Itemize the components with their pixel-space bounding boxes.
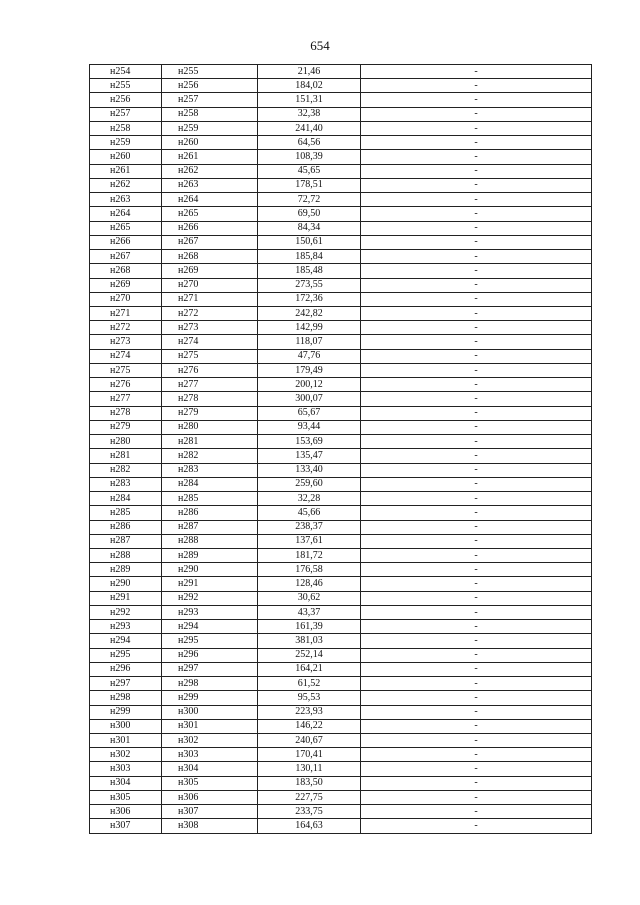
table-row: [90, 648, 592, 662]
table-row: [90, 335, 592, 349]
table-row: [90, 548, 592, 562]
from-point-cell: н259: [90, 136, 162, 150]
from-point-cell: н271: [90, 306, 162, 320]
to-point-cell: н292: [162, 591, 258, 605]
note-cell: -: [361, 79, 592, 93]
table-row: [90, 634, 592, 648]
distance-cell: 185,84: [258, 250, 361, 264]
distance-cell: 61,52: [258, 677, 361, 691]
table-row: [90, 321, 592, 335]
from-point-cell: н303: [90, 762, 162, 776]
from-point-cell: н284: [90, 492, 162, 506]
table-row: [90, 420, 592, 434]
distance-cell: 153,69: [258, 435, 361, 449]
table-row: [90, 250, 592, 264]
note-cell: -: [361, 762, 592, 776]
to-point-cell: н262: [162, 164, 258, 178]
note-cell: -: [361, 178, 592, 192]
note-cell: -: [361, 563, 592, 577]
to-point-cell: н298: [162, 677, 258, 691]
to-point-cell: н261: [162, 150, 258, 164]
from-point-cell: н286: [90, 520, 162, 534]
from-point-cell: н297: [90, 677, 162, 691]
note-cell: -: [361, 577, 592, 591]
table-row: [90, 79, 592, 93]
from-point-cell: н278: [90, 406, 162, 420]
note-cell: -: [361, 719, 592, 733]
from-point-cell: н273: [90, 335, 162, 349]
boundary-points-table: [89, 64, 592, 834]
to-point-cell: н299: [162, 691, 258, 705]
distance-cell: 252,14: [258, 648, 361, 662]
note-cell: -: [361, 121, 592, 135]
from-point-cell: н305: [90, 790, 162, 804]
distance-cell: 151,31: [258, 93, 361, 107]
distance-cell: 32,38: [258, 107, 361, 121]
table-row: [90, 264, 592, 278]
note-cell: -: [361, 620, 592, 634]
distance-cell: 146,22: [258, 719, 361, 733]
table-row: [90, 776, 592, 790]
note-cell: -: [361, 506, 592, 520]
to-point-cell: н281: [162, 435, 258, 449]
table-row: [90, 492, 592, 506]
to-point-cell: н274: [162, 335, 258, 349]
distance-cell: 164,21: [258, 662, 361, 676]
to-point-cell: н267: [162, 235, 258, 249]
to-point-cell: н257: [162, 93, 258, 107]
distance-cell: 170,41: [258, 748, 361, 762]
to-point-cell: н260: [162, 136, 258, 150]
from-point-cell: н307: [90, 819, 162, 833]
from-point-cell: н288: [90, 548, 162, 562]
from-point-cell: н267: [90, 250, 162, 264]
to-point-cell: н270: [162, 278, 258, 292]
distance-cell: 32,28: [258, 492, 361, 506]
note-cell: -: [361, 363, 592, 377]
distance-cell: 69,50: [258, 207, 361, 221]
distance-cell: 93,44: [258, 420, 361, 434]
to-point-cell: н283: [162, 463, 258, 477]
note-cell: -: [361, 677, 592, 691]
to-point-cell: н306: [162, 790, 258, 804]
distance-cell: 241,40: [258, 121, 361, 135]
note-cell: -: [361, 819, 592, 833]
table-row: [90, 363, 592, 377]
note-cell: -: [361, 776, 592, 790]
from-point-cell: н289: [90, 563, 162, 577]
note-cell: -: [361, 748, 592, 762]
to-point-cell: н271: [162, 292, 258, 306]
note-cell: -: [361, 93, 592, 107]
to-point-cell: н276: [162, 363, 258, 377]
from-point-cell: н290: [90, 577, 162, 591]
from-point-cell: н258: [90, 121, 162, 135]
distance-cell: 118,07: [258, 335, 361, 349]
table-row: [90, 150, 592, 164]
table-row: [90, 534, 592, 548]
to-point-cell: н290: [162, 563, 258, 577]
to-point-cell: н301: [162, 719, 258, 733]
to-point-cell: н266: [162, 221, 258, 235]
from-point-cell: н263: [90, 193, 162, 207]
from-point-cell: н262: [90, 178, 162, 192]
to-point-cell: н291: [162, 577, 258, 591]
table-row: [90, 620, 592, 634]
note-cell: -: [361, 492, 592, 506]
table-row: [90, 677, 592, 691]
to-point-cell: н255: [162, 65, 258, 79]
to-point-cell: н302: [162, 734, 258, 748]
distance-cell: 47,76: [258, 349, 361, 363]
from-point-cell: н306: [90, 805, 162, 819]
from-point-cell: н302: [90, 748, 162, 762]
note-cell: -: [361, 292, 592, 306]
note-cell: -: [361, 107, 592, 121]
table-row: [90, 178, 592, 192]
table-row: [90, 121, 592, 135]
note-cell: -: [361, 392, 592, 406]
table-row: [90, 591, 592, 605]
from-point-cell: н281: [90, 449, 162, 463]
to-point-cell: н308: [162, 819, 258, 833]
distance-cell: 240,67: [258, 734, 361, 748]
to-point-cell: н275: [162, 349, 258, 363]
from-point-cell: н293: [90, 620, 162, 634]
distance-cell: 21,46: [258, 65, 361, 79]
note-cell: -: [361, 420, 592, 434]
to-point-cell: н265: [162, 207, 258, 221]
distance-cell: 45,65: [258, 164, 361, 178]
distance-cell: 64,56: [258, 136, 361, 150]
distance-cell: 72,72: [258, 193, 361, 207]
note-cell: -: [361, 435, 592, 449]
note-cell: -: [361, 150, 592, 164]
from-point-cell: н275: [90, 363, 162, 377]
table-row: [90, 719, 592, 733]
from-point-cell: н291: [90, 591, 162, 605]
from-point-cell: н277: [90, 392, 162, 406]
from-point-cell: н257: [90, 107, 162, 121]
table-row: [90, 221, 592, 235]
note-cell: -: [361, 634, 592, 648]
to-point-cell: н304: [162, 762, 258, 776]
table-row: [90, 734, 592, 748]
to-point-cell: н284: [162, 477, 258, 491]
note-cell: -: [361, 378, 592, 392]
note-cell: -: [361, 548, 592, 562]
distance-cell: 130,11: [258, 762, 361, 776]
table-row: [90, 93, 592, 107]
note-cell: -: [361, 648, 592, 662]
note-cell: -: [361, 406, 592, 420]
from-point-cell: н270: [90, 292, 162, 306]
table-row: [90, 563, 592, 577]
distance-cell: 45,66: [258, 506, 361, 520]
to-point-cell: н285: [162, 492, 258, 506]
from-point-cell: н256: [90, 93, 162, 107]
note-cell: -: [361, 805, 592, 819]
note-cell: -: [361, 264, 592, 278]
note-cell: -: [361, 321, 592, 335]
table-row: [90, 520, 592, 534]
distance-cell: 150,61: [258, 235, 361, 249]
distance-cell: 233,75: [258, 805, 361, 819]
distance-cell: 381,03: [258, 634, 361, 648]
note-cell: -: [361, 136, 592, 150]
distance-cell: 200,12: [258, 378, 361, 392]
distance-cell: 43,37: [258, 605, 361, 619]
from-point-cell: н282: [90, 463, 162, 477]
note-cell: -: [361, 193, 592, 207]
table-row: [90, 605, 592, 619]
from-point-cell: н304: [90, 776, 162, 790]
note-cell: -: [361, 790, 592, 804]
to-point-cell: н268: [162, 250, 258, 264]
table-row: [90, 449, 592, 463]
distance-cell: 135,47: [258, 449, 361, 463]
from-point-cell: н287: [90, 534, 162, 548]
distance-cell: 137,61: [258, 534, 361, 548]
table-row: [90, 107, 592, 121]
to-point-cell: н293: [162, 605, 258, 619]
to-point-cell: н288: [162, 534, 258, 548]
to-point-cell: н277: [162, 378, 258, 392]
table-body: [90, 65, 592, 834]
to-point-cell: н269: [162, 264, 258, 278]
from-point-cell: н254: [90, 65, 162, 79]
to-point-cell: н286: [162, 506, 258, 520]
distance-cell: 181,72: [258, 548, 361, 562]
from-point-cell: н280: [90, 435, 162, 449]
to-point-cell: н256: [162, 79, 258, 93]
table-row: [90, 406, 592, 420]
to-point-cell: н280: [162, 420, 258, 434]
to-point-cell: н287: [162, 520, 258, 534]
to-point-cell: н258: [162, 107, 258, 121]
from-point-cell: н296: [90, 662, 162, 676]
table-row: [90, 235, 592, 249]
note-cell: -: [361, 207, 592, 221]
note-cell: -: [361, 534, 592, 548]
table-row: [90, 378, 592, 392]
table-row: [90, 477, 592, 491]
table-row: [90, 748, 592, 762]
distance-cell: 142,99: [258, 321, 361, 335]
from-point-cell: н261: [90, 164, 162, 178]
distance-cell: 65,67: [258, 406, 361, 420]
distance-cell: 178,51: [258, 178, 361, 192]
distance-cell: 273,55: [258, 278, 361, 292]
note-cell: -: [361, 335, 592, 349]
distance-cell: 95,53: [258, 691, 361, 705]
to-point-cell: н303: [162, 748, 258, 762]
from-point-cell: н274: [90, 349, 162, 363]
table-row: [90, 506, 592, 520]
distance-cell: 84,34: [258, 221, 361, 235]
to-point-cell: н272: [162, 306, 258, 320]
to-point-cell: н294: [162, 620, 258, 634]
from-point-cell: н299: [90, 705, 162, 719]
to-point-cell: н289: [162, 548, 258, 562]
from-point-cell: н295: [90, 648, 162, 662]
to-point-cell: н295: [162, 634, 258, 648]
distance-cell: 185,48: [258, 264, 361, 278]
table-row: [90, 207, 592, 221]
table-row: [90, 292, 592, 306]
note-cell: -: [361, 164, 592, 178]
to-point-cell: н296: [162, 648, 258, 662]
to-point-cell: н282: [162, 449, 258, 463]
from-point-cell: н260: [90, 150, 162, 164]
distance-cell: 164,63: [258, 819, 361, 833]
distance-cell: 172,36: [258, 292, 361, 306]
table-row: [90, 193, 592, 207]
note-cell: -: [361, 705, 592, 719]
from-point-cell: н300: [90, 719, 162, 733]
table-row: [90, 435, 592, 449]
distance-cell: 184,02: [258, 79, 361, 93]
to-point-cell: н264: [162, 193, 258, 207]
to-point-cell: н273: [162, 321, 258, 335]
from-point-cell: н276: [90, 378, 162, 392]
distance-cell: 223,93: [258, 705, 361, 719]
note-cell: -: [361, 235, 592, 249]
to-point-cell: н305: [162, 776, 258, 790]
distance-cell: 176,58: [258, 563, 361, 577]
from-point-cell: н266: [90, 235, 162, 249]
from-point-cell: н285: [90, 506, 162, 520]
to-point-cell: н263: [162, 178, 258, 192]
note-cell: -: [361, 605, 592, 619]
table-row: [90, 691, 592, 705]
note-cell: -: [361, 449, 592, 463]
distance-cell: 242,82: [258, 306, 361, 320]
table-row: [90, 463, 592, 477]
table-row: [90, 278, 592, 292]
page-number: 654: [310, 38, 330, 53]
note-cell: -: [361, 278, 592, 292]
table-row: [90, 762, 592, 776]
note-cell: -: [361, 477, 592, 491]
note-cell: -: [361, 306, 592, 320]
distance-cell: 300,07: [258, 392, 361, 406]
note-cell: -: [361, 591, 592, 605]
note-cell: -: [361, 250, 592, 264]
to-point-cell: н307: [162, 805, 258, 819]
table-row: [90, 349, 592, 363]
table-row: [90, 65, 592, 79]
table-row: [90, 306, 592, 320]
note-cell: -: [361, 520, 592, 534]
table-row: [90, 662, 592, 676]
table-row: [90, 577, 592, 591]
from-point-cell: н292: [90, 605, 162, 619]
from-point-cell: н269: [90, 278, 162, 292]
table-row: [90, 819, 592, 833]
from-point-cell: н265: [90, 221, 162, 235]
to-point-cell: н279: [162, 406, 258, 420]
note-cell: -: [361, 662, 592, 676]
from-point-cell: н264: [90, 207, 162, 221]
from-point-cell: н268: [90, 264, 162, 278]
note-cell: -: [361, 221, 592, 235]
table-row: [90, 705, 592, 719]
from-point-cell: н298: [90, 691, 162, 705]
to-point-cell: н259: [162, 121, 258, 135]
table-row: [90, 805, 592, 819]
boundary-points-table-container: [89, 64, 591, 834]
from-point-cell: н294: [90, 634, 162, 648]
distance-cell: 108,39: [258, 150, 361, 164]
note-cell: -: [361, 65, 592, 79]
table-row: [90, 164, 592, 178]
from-point-cell: н279: [90, 420, 162, 434]
table-row: [90, 136, 592, 150]
distance-cell: 227,75: [258, 790, 361, 804]
to-point-cell: н297: [162, 662, 258, 676]
note-cell: -: [361, 463, 592, 477]
distance-cell: 183,50: [258, 776, 361, 790]
distance-cell: 128,46: [258, 577, 361, 591]
distance-cell: 133,40: [258, 463, 361, 477]
distance-cell: 259,60: [258, 477, 361, 491]
table-row: [90, 790, 592, 804]
from-point-cell: н283: [90, 477, 162, 491]
table-row: [90, 392, 592, 406]
from-point-cell: н272: [90, 321, 162, 335]
distance-cell: 179,49: [258, 363, 361, 377]
note-cell: -: [361, 691, 592, 705]
distance-cell: 30,62: [258, 591, 361, 605]
to-point-cell: н300: [162, 705, 258, 719]
from-point-cell: н255: [90, 79, 162, 93]
note-cell: -: [361, 349, 592, 363]
distance-cell: 161,39: [258, 620, 361, 634]
note-cell: -: [361, 734, 592, 748]
distance-cell: 238,37: [258, 520, 361, 534]
to-point-cell: н278: [162, 392, 258, 406]
from-point-cell: н301: [90, 734, 162, 748]
